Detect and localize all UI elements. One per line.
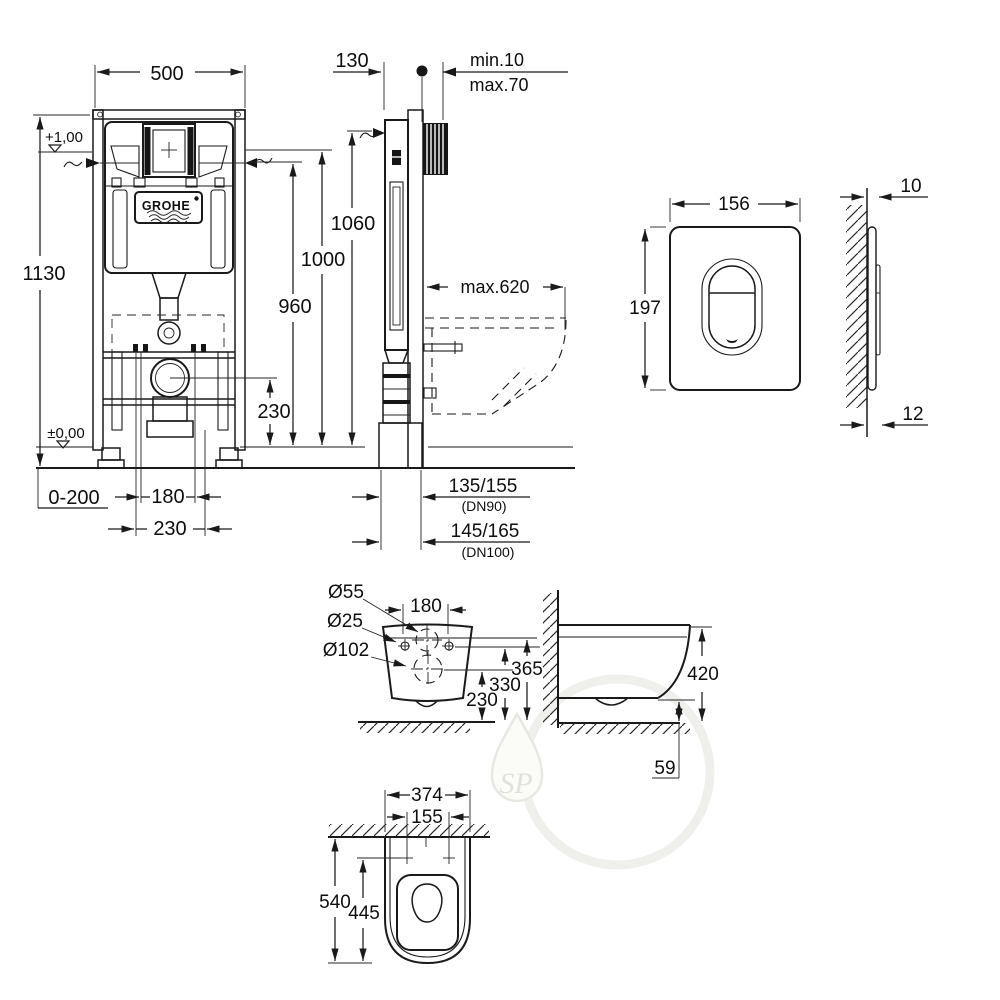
drain-dn90-label: 135/155 — [448, 476, 518, 497]
height-1060-label: 1060 — [330, 213, 376, 235]
frame-height-label: 1130 — [22, 263, 66, 285]
flush-button-logo-mark — [726, 339, 738, 343]
flush-button-ring — [702, 259, 762, 355]
bowl-water — [412, 884, 442, 922]
supply-pipe-marker — [417, 66, 428, 77]
plate-width-label: 156 — [718, 194, 750, 215]
height-1000-label: 1000 — [300, 249, 346, 271]
drain-hole-label: Ø102 — [322, 640, 370, 661]
upper-level-label: +1,00 — [45, 129, 83, 146]
wc-bolt-height-label: 330 — [489, 675, 521, 696]
wc-height-label: 420 — [687, 664, 719, 685]
grohe-logo-text: GROHE — [141, 199, 191, 213]
outlet-offset-label: 230 — [153, 518, 187, 540]
floor-level-label: ±0,00 — [47, 425, 85, 442]
drain-dn100-note: (DN100) — [461, 544, 515, 560]
wc-drain-height-label: 230 — [466, 690, 498, 711]
wc-top-view — [319, 785, 490, 963]
wc-width-label: 374 — [411, 785, 443, 806]
wc-top-bolt-spacing-label: 155 — [411, 807, 443, 828]
wall-hatch-top — [329, 824, 489, 837]
wall-hatch — [846, 205, 867, 408]
max-depth-label: max.620 — [460, 277, 530, 297]
flush-button — [709, 266, 755, 348]
frame-front-view — [93, 110, 245, 468]
plate-profile — [868, 227, 876, 390]
wc-body-back — [383, 625, 472, 702]
frame-depth-label: 130 — [335, 50, 369, 72]
wc-bolt-spacing-label: 180 — [410, 596, 442, 617]
ground-hatch — [360, 722, 470, 733]
wc-rim-height-label: 365 — [511, 659, 543, 680]
bolt-spacing-label: 180 — [151, 486, 185, 508]
flush-plate-front-view — [629, 194, 800, 390]
frame-width-label: 500 — [150, 63, 184, 85]
seat-opening — [397, 875, 458, 950]
drain-dn100-label: 145/165 — [450, 521, 520, 542]
plate-depth-top-label: 10 — [900, 176, 922, 197]
ground-hatch-side — [560, 723, 690, 734]
bolt-hole-label: Ø25 — [327, 611, 363, 632]
watermark-text: SP — [499, 767, 533, 800]
flush-hole-label: Ø55 — [328, 582, 364, 603]
watermark — [492, 679, 710, 865]
outlet-height-label: 230 — [257, 401, 291, 423]
wc-depth-label: 540 — [319, 892, 351, 913]
grohe-logo — [135, 192, 202, 223]
flush-plate — [670, 227, 800, 390]
wc-gap-label: 59 — [654, 758, 676, 779]
wall-max-label: max.70 — [469, 75, 529, 95]
plate-depth-bottom-label: 12 — [902, 404, 924, 425]
floor-range-label: 0-200 — [48, 487, 100, 509]
toilet-silhouette-dashed — [425, 318, 566, 414]
drain-dn90-note: (DN90) — [461, 498, 507, 514]
wall-min-label: min.10 — [469, 50, 525, 70]
plate-height-label: 197 — [629, 298, 661, 319]
flush-plate-side-view — [840, 176, 928, 437]
wc-back-view — [323, 582, 543, 733]
height-960-label: 960 — [278, 296, 312, 318]
wall-hatch-side — [543, 593, 558, 725]
drain-collar — [379, 423, 422, 468]
wc-bolt-depth-label: 445 — [348, 903, 380, 924]
